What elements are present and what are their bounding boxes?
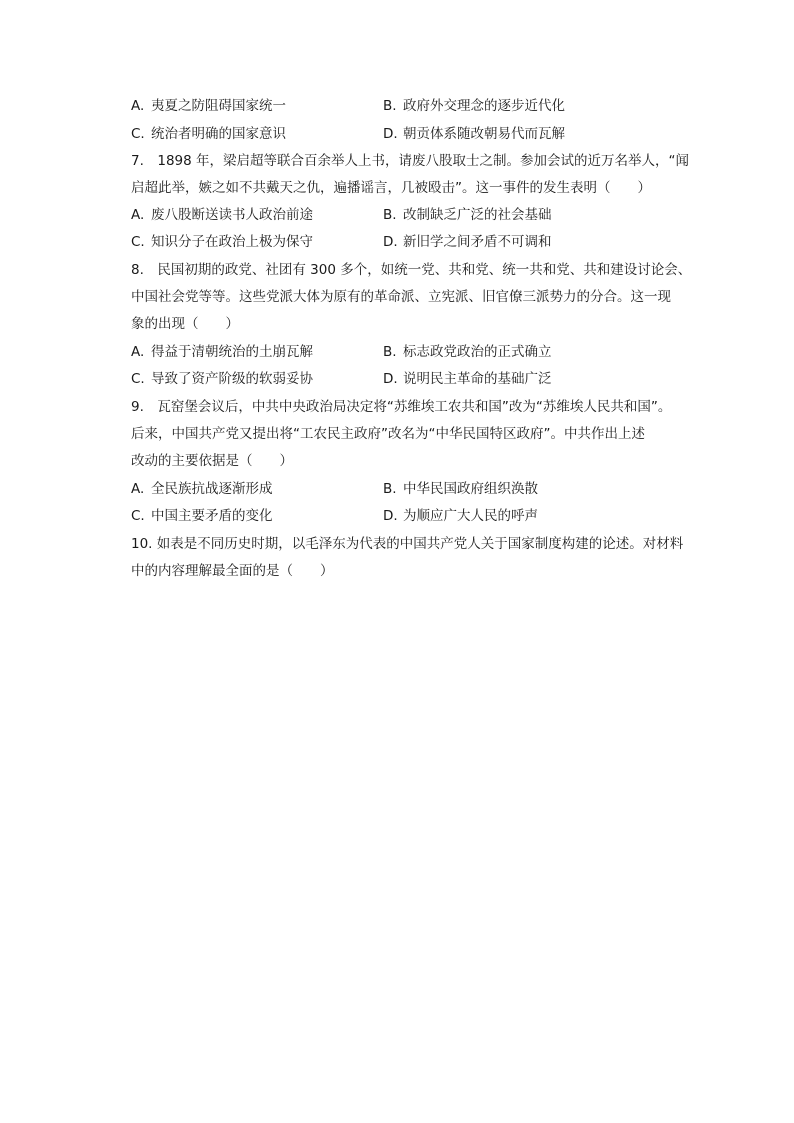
q7-option-c[interactable]	[131, 233, 313, 251]
option-text: 中国主要矛盾的变化	[151, 508, 273, 524]
option-letter: A.	[131, 207, 145, 223]
option-text: 中华民国政府组织涣散	[403, 481, 538, 497]
option-letter: B.	[383, 481, 397, 497]
option-letter: B.	[383, 207, 397, 223]
q10-stem-line-1: 10. 如表是不同历史时期，以毛泽东为代表的中国共产党人关于国家制度构建的论述。对材料	[131, 536, 684, 552]
q9-option-b[interactable]	[383, 480, 538, 498]
option-text: 知识分子在政治上极为保守	[151, 234, 313, 250]
q9-option-a[interactable]	[131, 480, 273, 498]
option-text: 新旧学之间矛盾不可调和	[403, 234, 552, 250]
option-letter: C.	[131, 234, 145, 250]
option-text: 为顺应广大人民的呼声	[403, 508, 538, 524]
option-text: 废八股断送读书人政治前途	[151, 207, 313, 223]
q7-stem-line-2: 启超此举，嫉之如不共戴天之仇，遍播谣言，几被殴击”。这一事件的发生表明（ ）	[131, 180, 651, 196]
q9-stem-line-1: 9. 瓦窑堡会议后，中共中央政治局决定将“苏维埃工农共和国”改为“苏维埃人民共和国”。	[131, 399, 672, 415]
option-letter: A.	[131, 98, 145, 114]
q8-option-c[interactable]	[131, 370, 313, 388]
q8-stem-line-2: 中国社会党等等。这些党派大体为原有的革命派、立宪派、旧官僚三派势力的分合。这一现	[131, 289, 671, 305]
option-letter: C.	[131, 126, 145, 142]
option-letter: D.	[383, 508, 398, 524]
option-letter: D.	[383, 126, 398, 142]
option-letter: C.	[131, 371, 145, 387]
option-letter: D.	[383, 371, 398, 387]
option-letter: A.	[131, 344, 145, 360]
option-text: 朝贡体系随改朝易代而瓦解	[403, 126, 565, 142]
q9-option-d[interactable]	[383, 507, 538, 525]
option-text: 统治者明确的国家意识	[151, 126, 286, 142]
option-letter: D.	[383, 234, 398, 250]
q6-option-d[interactable]	[383, 125, 565, 143]
q8-stem-line-1: 8. 民国初期的政党、社团有 300 多个，如统一党、共和党、统一共和党、共和建设讨论会、	[131, 262, 692, 278]
q7-option-d[interactable]	[383, 233, 552, 251]
q7-option-b[interactable]	[383, 206, 552, 224]
q8-option-a[interactable]	[131, 343, 313, 361]
q6-option-a[interactable]	[131, 97, 286, 115]
q7-option-a[interactable]	[131, 206, 313, 224]
option-letter: B.	[383, 98, 397, 114]
q6-option-c[interactable]	[131, 125, 286, 143]
q7-stem-line-1: 7. 1898 年，梁启超等联合百余举人上书，请废八股取士之制。参加会试的近万名举人，“闻	[131, 153, 690, 169]
option-text: 说明民主革命的基础广泛	[403, 371, 552, 387]
q9-stem-line-2: 后来，中国共产党又提出将“工农民主政府”改名为“中华民国特区政府”。中共作出上述	[131, 426, 645, 442]
option-text: 改制缺乏广泛的社会基础	[403, 207, 552, 223]
q9-stem-line-3: 改动的主要依据是（ ）	[131, 453, 293, 469]
option-text: 标志政党政治的正式确立	[403, 344, 552, 360]
q10-stem-line-2: 中的内容理解最全面的是（ ）	[131, 563, 334, 579]
option-text: 政府外交理念的逐步近代化	[403, 98, 565, 114]
option-text: 全民族抗战逐渐形成	[151, 481, 273, 497]
option-text: 导致了资产阶级的软弱妥协	[151, 371, 313, 387]
option-letter: B.	[383, 344, 397, 360]
q9-option-c[interactable]	[131, 507, 273, 525]
option-text: 夷夏之防阻碍国家统一	[151, 98, 286, 114]
q8-stem-line-3: 象的出现（ ）	[131, 316, 239, 332]
q6-option-b[interactable]	[383, 97, 565, 115]
option-text: 得益于清朝统治的土崩瓦解	[151, 344, 313, 360]
q8-option-b[interactable]	[383, 343, 552, 361]
q8-option-d[interactable]	[383, 370, 552, 388]
option-letter: C.	[131, 508, 145, 524]
option-letter: A.	[131, 481, 145, 497]
